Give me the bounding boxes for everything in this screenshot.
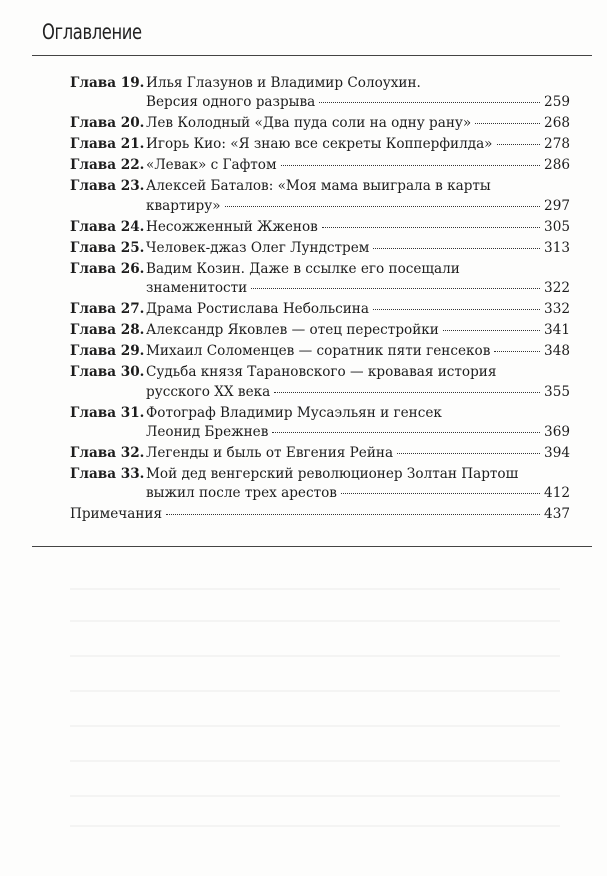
toc-entry[interactable] xyxy=(70,342,570,361)
page-number: 394 xyxy=(544,445,570,462)
chapter-title: Александр Яковлев — отец перестройки xyxy=(146,322,439,339)
dot-leader xyxy=(341,481,540,494)
dot-leader xyxy=(373,236,540,249)
chapter-label: Глава 24. xyxy=(70,218,145,235)
chapter-label: Глава 31. xyxy=(70,404,145,421)
bleed-through-line xyxy=(70,655,560,657)
toc-entry[interactable] xyxy=(70,321,570,340)
chapter-title: Лев Колодный «Два пуда соли на одну рану» xyxy=(146,115,472,132)
chapter-title: Вадим Козин. Даже в ссылке его посещали xyxy=(146,260,460,277)
chapter-label: Глава 22. xyxy=(70,157,145,174)
chapter-label: Глава 21. xyxy=(70,136,145,153)
dot-leader xyxy=(272,420,540,433)
toc-entry[interactable] xyxy=(70,239,570,258)
page-number: 412 xyxy=(544,485,570,502)
chapter-label: Глава 32. xyxy=(70,445,145,462)
chapter-title: Илья Глазунов и Владимир Солоухин. xyxy=(146,75,421,91)
chapter-title: «Левак» с Гафтом xyxy=(146,157,277,174)
toc-entry[interactable] xyxy=(70,114,570,133)
dot-leader xyxy=(475,111,540,124)
dot-leader xyxy=(225,194,540,207)
page-number: 278 xyxy=(544,136,570,153)
footer-rule xyxy=(32,546,592,547)
toc-entry[interactable] xyxy=(70,74,570,113)
header-rule xyxy=(32,55,592,56)
chapter-title: Фотограф Владимир Мусаэльян и генсек xyxy=(146,404,442,421)
toc-entry[interactable] xyxy=(70,177,570,216)
bleed-through-line xyxy=(70,825,560,827)
toc-entry[interactable] xyxy=(70,218,570,237)
bleed-through-line xyxy=(70,620,560,622)
dot-leader xyxy=(373,297,540,310)
chapter-title: Леонид Брежнев xyxy=(146,424,269,441)
dot-leader xyxy=(251,276,540,289)
chapter-label: Глава 28. xyxy=(70,322,145,339)
chapter-title: Игорь Кио: «Я знаю все секреты Копперфилда» xyxy=(146,136,493,153)
chapter-title: квартиру» xyxy=(146,197,221,214)
toc-entry[interactable] xyxy=(70,156,570,175)
toc-entry-notes[interactable] xyxy=(70,505,570,524)
chapter-label: Глава 19. xyxy=(70,75,145,91)
toc-entry[interactable] xyxy=(70,260,570,299)
page-number: 355 xyxy=(544,383,570,400)
toc-entry[interactable] xyxy=(70,363,570,402)
chapter-title: знаменитости xyxy=(146,280,248,297)
chapter-label: Глава 25. xyxy=(70,239,145,256)
bleed-through-line xyxy=(70,725,560,727)
chapter-label: Глава 29. xyxy=(70,343,145,360)
bleed-through-line xyxy=(70,760,560,762)
dot-leader xyxy=(322,215,540,228)
toc-entry[interactable] xyxy=(70,465,570,504)
chapter-title: Версия одного разрыва xyxy=(146,94,316,111)
page-number: 297 xyxy=(544,197,570,214)
dot-leader xyxy=(397,441,540,454)
dot-leader xyxy=(497,132,541,145)
dot-leader xyxy=(281,153,540,166)
dot-leader xyxy=(494,339,540,352)
toc-entry[interactable] xyxy=(70,444,570,463)
toc-entry[interactable] xyxy=(70,135,570,154)
chapter-title: Алексей Баталов: «Моя мама выиграла в карты xyxy=(146,178,491,195)
dot-leader xyxy=(319,90,540,103)
chapter-title: Михаил Соломенцев — соратник пяти генсеков xyxy=(146,343,491,360)
chapter-label: Глава 20. xyxy=(70,115,145,132)
page-number: 286 xyxy=(544,157,570,174)
bleed-through-line xyxy=(70,690,560,692)
page-number: 313 xyxy=(544,239,570,256)
chapter-title: выжил после трех арестов xyxy=(146,485,337,502)
chapter-title: Человек-джаз Олег Лундстрем xyxy=(146,239,370,256)
chapter-label: Глава 23. xyxy=(70,178,145,195)
page-number: 268 xyxy=(544,115,570,132)
chapter-title: Мой дед венгерский революционер Золтан Партош xyxy=(146,466,519,483)
chapter-title: русского XX века xyxy=(146,383,271,400)
bleed-through-line xyxy=(70,588,560,590)
chapter-label: Глава 26. xyxy=(70,260,145,277)
notes-label: Примечания xyxy=(70,506,163,523)
dot-leader xyxy=(274,380,540,393)
page-number: 259 xyxy=(544,94,570,111)
page-number: 348 xyxy=(544,343,570,360)
table-of-contents xyxy=(70,74,570,526)
chapter-title: Несожженный Жженов xyxy=(146,218,318,235)
chapter-label: Глава 30. xyxy=(70,364,145,381)
page-number: 322 xyxy=(544,280,570,297)
page-number: 341 xyxy=(544,322,570,339)
page-number: 437 xyxy=(544,506,570,523)
dot-leader xyxy=(443,318,540,331)
toc-entry[interactable] xyxy=(70,404,570,443)
toc-entry[interactable] xyxy=(70,300,570,319)
page-number: 369 xyxy=(544,424,570,441)
chapter-title: Судьба князя Тарановского — кровавая история xyxy=(146,364,497,381)
bleed-through-line xyxy=(70,795,560,797)
chapter-title: Драма Ростислава Небольсина xyxy=(146,301,369,318)
dot-leader xyxy=(166,502,540,515)
page-title: Оглавление xyxy=(42,20,142,44)
chapter-label: Глава 27. xyxy=(70,301,145,318)
chapter-title: Легенды и быль от Евгения Рейна xyxy=(146,445,394,462)
chapter-label: Глава 33. xyxy=(70,466,145,483)
page-number: 305 xyxy=(544,218,570,235)
page-number: 332 xyxy=(544,301,570,318)
